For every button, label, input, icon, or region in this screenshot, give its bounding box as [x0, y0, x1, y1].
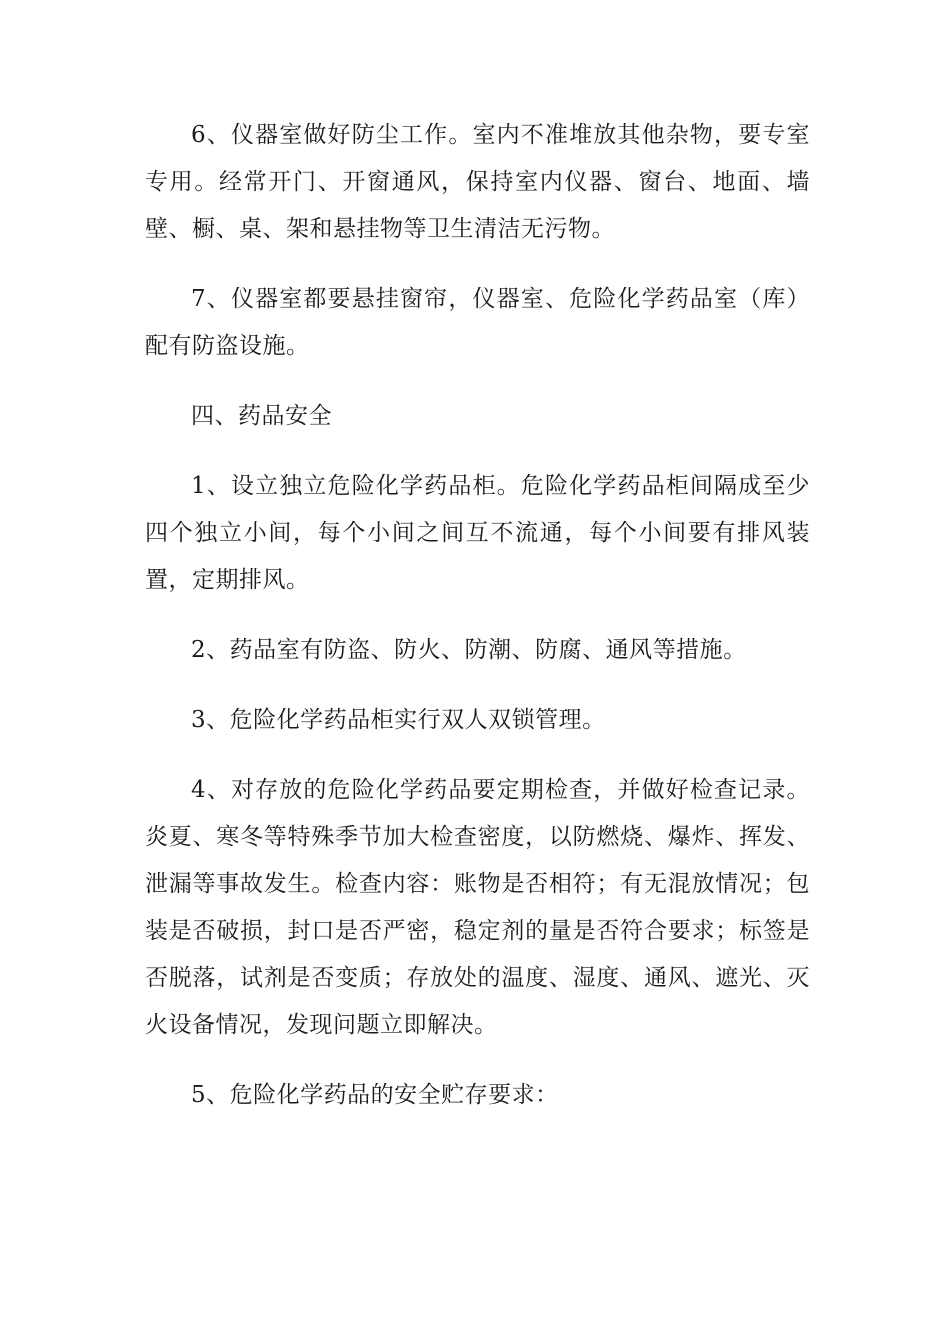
document-body [145, 112, 810, 1142]
paragraph-independent-cabinet: 1、设立独立危险化学药品柜。危险化学药品柜间隔成至少四个独立小间，每个小间之间互不流通，每个小间要有排风装置，定期排风。 [145, 473, 810, 593]
section-heading-drug-safety: 四、药品安全 [191, 403, 332, 429]
paragraph-instrument-room-dust: 6、仪器室做好防尘工作。室内不准堆放其他杂物，要专室专用。经常开门、开窗通风，保持室内仪器、窗台、地面、墙壁、橱、桌、架和悬挂物等卫生清洁无污物。 [145, 122, 810, 242]
paragraph-dual-lock: 3、危险化学药品柜实行双人双锁管理。 [191, 707, 606, 733]
paragraph-storage-requirements: 5、危险化学药品的安全贮存要求： [191, 1082, 559, 1108]
paragraph-regular-inspection: 4、对存放的危险化学药品要定期检查，并做好检查记录。炎夏、寒冬等特殊季节加大检查密度，以防燃烧、爆炸、挥发、泄漏等事故发生。检查内容：账物是否相符；有无混放情况；包装是否破损，封口是否严密，稳定剂的量是否符合要求；标签是否脱落，试剂是否变质；存放处的温度、湿度、通风、遮光、灭火设备情况，发现问题立即解决。 [145, 777, 810, 1038]
paragraph-drug-room-measures: 2、药品室有防盗、防火、防潮、防腐、通风等措施。 [191, 637, 747, 663]
paragraph-curtains-anti-theft: 7、仪器室都要悬挂窗帘，仪器室、危险化学药品室（库）配有防盗设施。 [145, 286, 810, 359]
